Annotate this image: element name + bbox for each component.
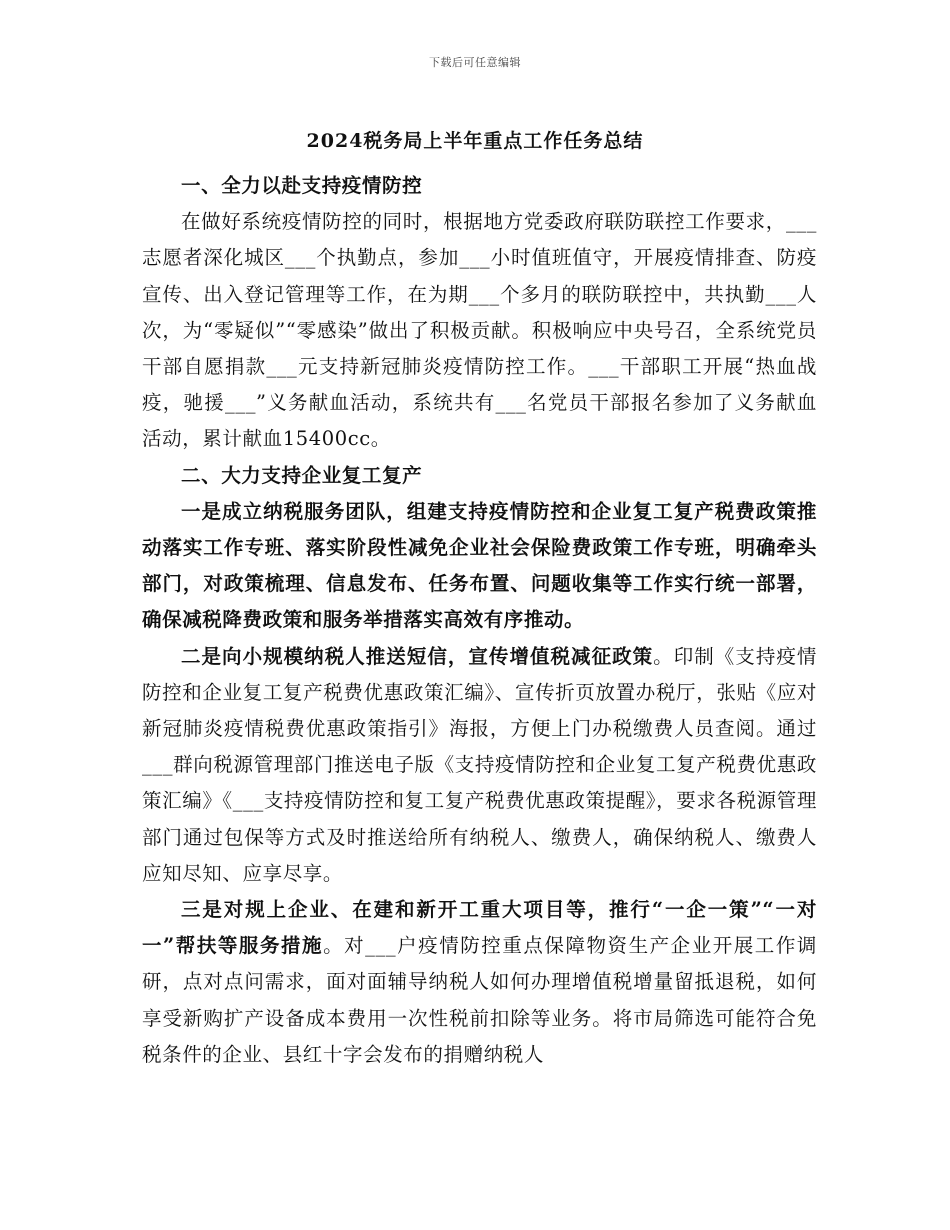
- page-title: 2024税务局上半年重点工作任务总结: [306, 130, 644, 152]
- section-2-item-2-text: 。印制《支持疫情防控和企业复工复产税费优惠政策汇编》、宣传折页放置办税厅，张贴《应对新冠肺炎疫情税费优惠政策指引》海报，方便上门办税缴费人员查阅。通过___群向税源管理部门推送电子版《支持疫情防控和企业复工复产税费优惠政策汇编》《___支持疫情防控和复工复产税费优惠政策提醒》，要求各税源管理部门通过包保等方式及时推送给所有纳税人、缴费人，确保纳税人、缴费人应知尽知、应享尽享。: [142, 644, 817, 885]
- section-1-paragraph: 在做好系统疫情防控的同时，根据地方党委政府联防联控工作要求，___志愿者深化城区___个执勤点，参加___小时值班值守，开展疫情排查、防疫宣传、出入登记管理等工作，在为期___个多月的联防联控中，共执勤___人次，为“零疑似”“零感染”做出了积极贡献。积极响应中央号召，全系统党员干部自愿捐款___元支持新冠肺炎疫情防控工作。___干部职工开展“热血战疫，驰援___”义务献血活动，系统共有___名党员干部报名参加了义务献血活动，累计献血15400cc。: [142, 210, 817, 451]
- section-2-item-3-text: 。对___户疫情防控重点保障物资生产企业开展工作调研，点对点问需求，面对面辅导纳税人如何办理增值税增量留抵退税，如何享受新购扩产设备成本费用一次性税前扣除等业务。将市局筛选可能符合免税条件的企业、县红十字会发布的捐赠纳税人: [142, 934, 817, 1066]
- header-note: 下载后可任意编辑: [429, 56, 521, 69]
- section-1-heading: 一、全力以赴支持疫情防控: [181, 174, 423, 197]
- section-2-heading: 二、大力支持企业复工复产: [181, 463, 423, 487]
- section-2-item-3: [142, 892, 817, 1073]
- section-2-item-1: 一是成立纳税服务团队，组建支持疫情防控和企业复工复产税费政策推动落实工作专班、落实阶段性减免企业社会保险费政策工作专班，明确牵头部门，对政策梳理、信息发布、任务布置、问题收集等工作实行统一部署，确保减税降费政策和服务举措落实高效有序推动。: [142, 499, 817, 632]
- section-2-item-2: [142, 639, 817, 892]
- document-body: [142, 168, 817, 1073]
- section-2-item-3-lead: 三是对规上企业、在建和新开工重大项目等，推行“一企一策”“一对一”帮扶等服务措施: [142, 898, 817, 958]
- section-2-item-2-lead: 二是向小规模纳税人推送短信，宣传增值税减征政策: [181, 644, 654, 668]
